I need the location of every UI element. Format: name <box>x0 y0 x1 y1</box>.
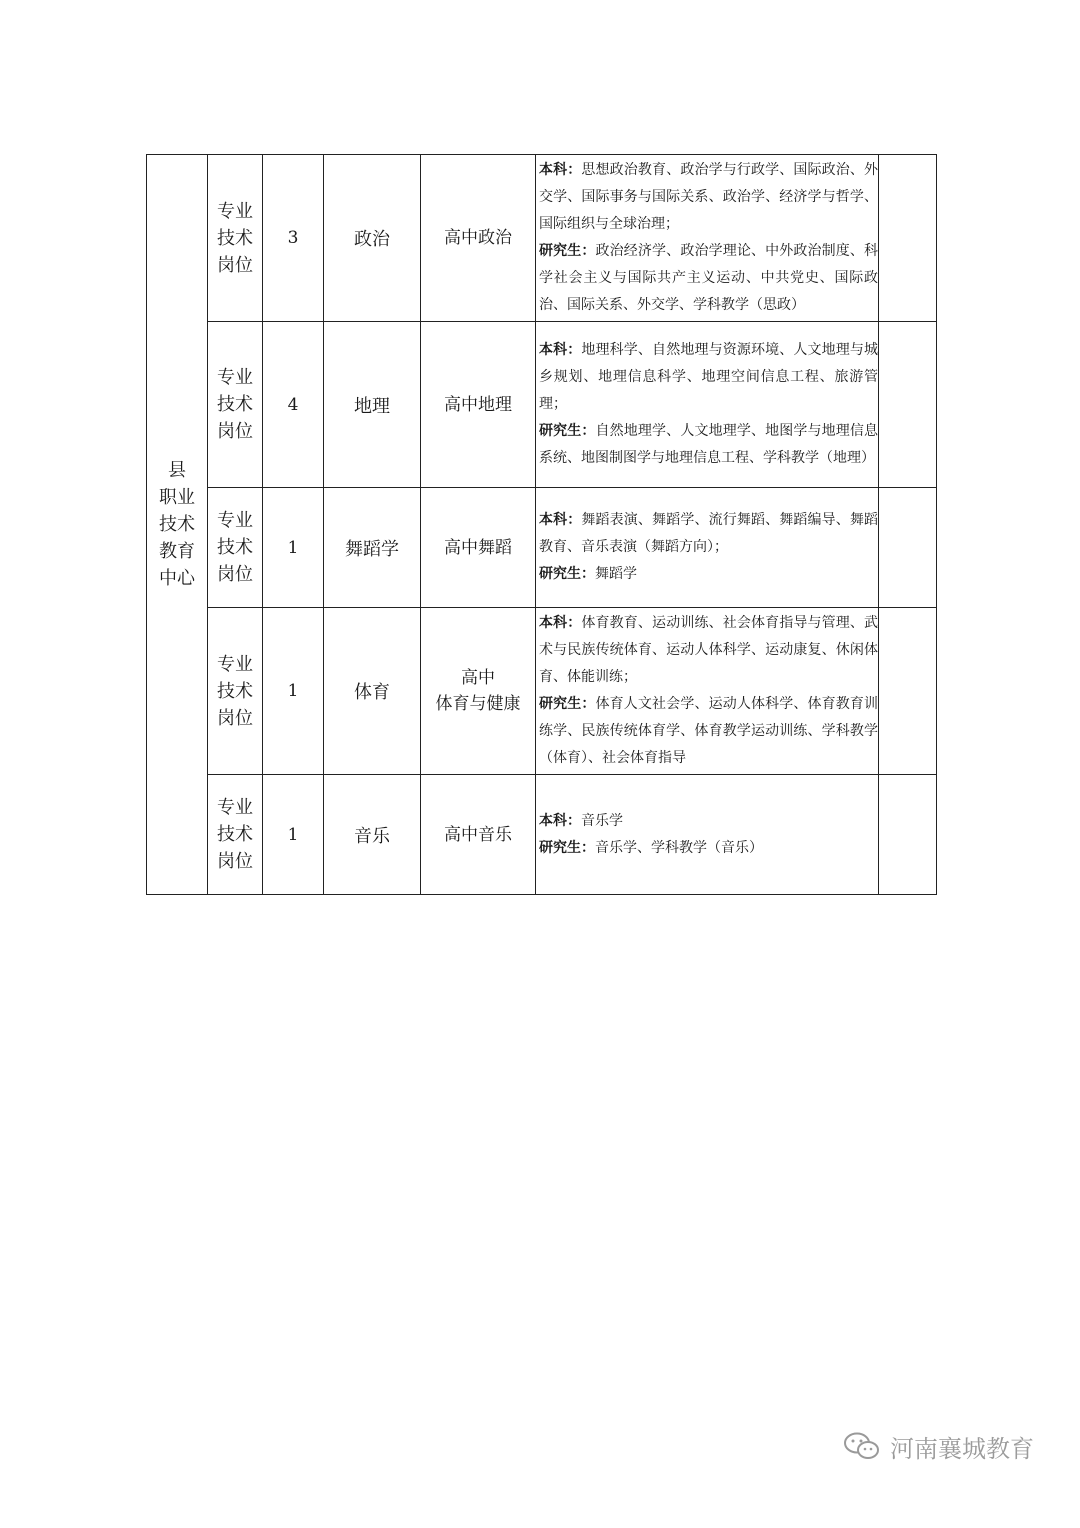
post-type-line: 技术 <box>217 680 253 702</box>
position-line: 体育与健康 <box>435 694 521 714</box>
post-type-line: 岗位 <box>217 254 253 276</box>
post-type-cell <box>208 155 263 322</box>
undergrad-text: 舞蹈表演、舞蹈学、流行舞蹈、舞蹈编导、舞蹈教育、音乐表演（舞蹈方向）； <box>539 512 879 555</box>
watermark-text: 河南襄城教育 <box>890 1434 1034 1463</box>
undergrad-requirement <box>539 337 878 418</box>
table-row <box>147 488 937 608</box>
undergrad-label: 本科： <box>539 342 582 358</box>
undergrad-requirement <box>539 808 878 835</box>
undergrad-label: 本科： <box>539 812 581 829</box>
grad-label: 研究生： <box>539 839 595 856</box>
grad-text: 政治经济学、政治学理论、中外政治制度、科学社会主义与国际共产主义运动、中共党史、国际政治、国际关系、外交学、学科教学（思政） <box>539 243 879 313</box>
grad-text: 音乐学、学科教学（音乐） <box>595 839 763 856</box>
undergrad-label: 本科： <box>539 162 582 178</box>
requirements-cell <box>536 155 879 322</box>
post-type-line: 技术 <box>217 824 253 845</box>
grad-requirement <box>539 238 878 319</box>
position-line: 高中音乐 <box>444 824 512 845</box>
post-type-cell <box>208 322 263 488</box>
post-type-line: 岗位 <box>217 851 253 872</box>
remarks-cell <box>879 608 937 775</box>
undergrad-label: 本科： <box>539 615 582 631</box>
position-line: 高中地理 <box>444 394 512 415</box>
post-type-line: 专业 <box>217 200 253 222</box>
unit-name-line: 中心 <box>159 568 195 589</box>
remarks-cell <box>879 775 937 895</box>
grad-text: 舞蹈学 <box>595 566 637 582</box>
count-cell: 1 <box>263 775 324 895</box>
requirements-cell <box>536 322 879 488</box>
position-cell <box>421 322 536 488</box>
undergrad-requirement <box>539 157 878 238</box>
post-type-cell <box>208 488 263 608</box>
remarks-cell <box>879 322 937 488</box>
grad-requirement <box>539 835 878 862</box>
position-cell <box>421 608 536 775</box>
post-type-line: 专业 <box>217 797 253 818</box>
post-type-line: 岗位 <box>217 564 253 585</box>
count-cell: 4 <box>263 322 324 488</box>
unit-name-line: 技术 <box>159 514 195 535</box>
undergrad-requirement <box>539 610 878 691</box>
recruitment-table <box>146 154 937 895</box>
unit-cell <box>147 155 208 895</box>
position-cell <box>421 488 536 608</box>
count-cell: 1 <box>263 488 324 608</box>
grad-label: 研究生： <box>539 566 595 582</box>
unit-name-line: 职业 <box>159 487 195 508</box>
count-cell: 3 <box>263 155 324 322</box>
subject-cell: 体育 <box>324 608 421 775</box>
table-row <box>147 322 937 488</box>
position-line: 高中政治 <box>444 228 512 248</box>
grad-label: 研究生： <box>539 243 596 259</box>
post-type-line: 岗位 <box>217 421 253 442</box>
post-type-line: 岗位 <box>217 707 253 729</box>
remarks-cell <box>879 155 937 322</box>
table-row <box>147 608 937 775</box>
grad-requirement <box>539 418 878 472</box>
post-type-line: 技术 <box>217 537 253 558</box>
subject-cell: 地理 <box>324 322 421 488</box>
table-row <box>147 775 937 895</box>
unit-name-line: 教育 <box>159 541 195 562</box>
undergrad-text: 体育教育、运动训练、社会体育指导与管理、武术与民族传统体育、运动人体科学、运动康复、休闲体育、体能训练； <box>539 615 879 685</box>
post-type-line: 技术 <box>217 394 253 415</box>
post-type-line: 技术 <box>217 227 253 249</box>
requirements-cell <box>536 608 879 775</box>
post-type-cell <box>208 608 263 775</box>
grad-label: 研究生： <box>539 696 596 712</box>
requirements-cell <box>536 775 879 895</box>
requirements-cell <box>536 488 879 608</box>
position-cell <box>421 775 536 895</box>
position-line: 高中舞蹈 <box>444 537 512 558</box>
grad-text: 自然地理学、人文地理学、地图学与地理信息系统、地图制图学与地理信息工程、学科教学（地理） <box>539 423 879 466</box>
grad-requirement <box>539 691 878 772</box>
grad-text: 体育人文社会学、运动人体科学、体育教育训练学、民族传统体育学、体育教学运动训练、学科教学（体育）、社会体育指导 <box>539 696 879 766</box>
watermark <box>842 1428 1034 1464</box>
count-cell: 1 <box>263 608 324 775</box>
grad-requirement <box>539 561 878 588</box>
undergrad-label: 本科： <box>539 512 582 528</box>
wechat-icon <box>842 1431 882 1461</box>
subject-cell: 政治 <box>324 155 421 322</box>
post-type-cell <box>208 775 263 895</box>
position-cell <box>421 155 536 322</box>
unit-name-line: 县 <box>168 460 186 481</box>
post-type-line: 专业 <box>217 510 253 531</box>
undergrad-requirement <box>539 507 878 561</box>
remarks-cell <box>879 488 937 608</box>
table-row <box>147 155 937 322</box>
grad-label: 研究生： <box>539 423 596 439</box>
undergrad-text: 地理科学、自然地理与资源环境、人文地理与城乡规划、地理信息科学、地理空间信息工程、旅游管理； <box>539 342 879 412</box>
subject-cell: 舞蹈学 <box>324 488 421 608</box>
subject-cell: 音乐 <box>324 775 421 895</box>
post-type-line: 专业 <box>217 653 253 675</box>
undergrad-text: 思想政治教育、政治学与行政学、国际政治、外交学、国际事务与国际关系、政治学、经济学与哲学、国际组织与全球治理； <box>539 162 879 232</box>
undergrad-text: 音乐学 <box>581 812 623 829</box>
position-line: 高中 <box>461 668 495 688</box>
post-type-line: 专业 <box>217 367 253 388</box>
